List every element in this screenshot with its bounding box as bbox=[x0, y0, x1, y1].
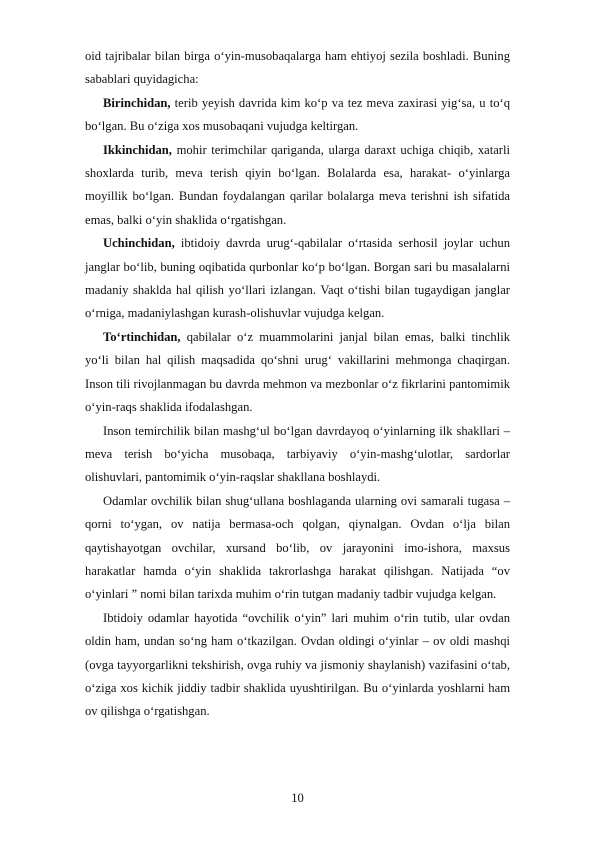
paragraph-hunting bbox=[85, 490, 510, 607]
paragraph-fourth-reason bbox=[85, 326, 510, 420]
paragraph-lead: To‘rtinchidan, bbox=[103, 329, 181, 344]
body-text bbox=[85, 45, 510, 724]
paragraph-text: oid tajribalar bilan birga o‘yin-musobaqalarga ham ehtiyoj sezila boshladi. Buning sabablari quyidagicha: bbox=[85, 49, 510, 87]
paragraph-continuation bbox=[85, 45, 510, 92]
paragraph-text: ibtidoiy davrda urug‘-qabilalar o‘rtasida serhosil joylar uchun janglar bo‘lib, buning oqibatida qurbonlar ko‘p bo‘lgan. Borgan sari bu masalalarni madaniy shaklda hal qilish yo‘llari izlangan. Vaqt o‘tishi bilan tugaydigan janglar o‘rniga, madaniylashgan kurash-olishuvlar vujudga kelgan. bbox=[85, 236, 510, 321]
paragraph-lead: Uchinchidan, bbox=[103, 236, 175, 251]
paragraph-text: mohir terimchilar qariganda, ularga daraxt uchiga chiqib, xatarli shoxlarda turib, meva terish qiyin bo‘lgan. Bolalarda esa, harakat- o‘yinlarga moyillik bo‘lgan. Bundan foydalangan qarilar bolalarga meva terishni ish sifatida emas, balki o‘yin shaklida o‘rgatishgan. bbox=[85, 142, 510, 227]
paragraph-first-reason bbox=[85, 92, 510, 139]
paragraph-text: Odamlar ovchilik bilan shug‘ullana boshlaganda ularning ovi samarali tugasa – qorni to‘ygan, ov natija bermasa-och qolgan, qiynalgan. Ovdan o‘lja bilan qaytishayotgan ovchilar, xursand bo‘lib, ov jarayonini imo-ishora, maxsus harakatlar hamda o‘yin shaklida takrorlashga harakat qilishgan. Natijada “ov o‘yinlari ” nomi bilan tarixda muhim o‘rin tutgan madaniy tadbir vujudga kelgan. bbox=[85, 493, 510, 602]
paragraph-text: terib yeyish davrida kim ko‘p va tez meva zaxirasi yig‘sa, u to‘q bo‘lgan. Bu o‘ziga xos musobaqani vujudga keltirgan. bbox=[85, 95, 510, 134]
paragraph-text: Inson temirchilik bilan mashg‘ul bo‘lgan davrdayoq o‘yinlarning ilk shakllari – meva terish bo‘yicha musobaqa, tarbiyaviy o‘yin-mashg‘ulotlar, sardorlar olishuvlari, pantomimik o‘yin-raqslar shakllana boshlaydi. bbox=[85, 423, 510, 485]
paragraph-third-reason bbox=[85, 232, 510, 326]
paragraph-hunting-games bbox=[85, 607, 510, 724]
paragraph-lead: Ikkinchidan, bbox=[103, 142, 172, 157]
page-number: 10 bbox=[291, 791, 304, 805]
paragraph-second-reason bbox=[85, 139, 510, 233]
paragraph-text: qabilalar o‘z muammolarini janjal bilan emas, balki tinchlik yo‘li bilan hal qilish maqsadida qo‘shni urug‘ vakillarini mehmonga chaqirgan. Inson tili rivojlanmagan bu davrda mehmon va mezbonlar o‘z fikrlarini pantomimik o‘yin-raqs shaklida ifodalashgan. bbox=[85, 329, 510, 415]
paragraph-early-games bbox=[85, 420, 510, 490]
paragraph-text: Ibtidoiy odamlar hayotida “ovchilik o‘yin” lari muhim o‘rin tutib, ular ovdan oldin ham, undan so‘ng ham o‘tkazilgan. Ovdan oldingi o‘yinlar – ov oldi mashqi (ovga tayyorgarlikni tekshirish, ovga ruhiy va jismoniy shaylanish) vazifasini o‘tab, o‘ziga xos kichik jiddiy tadbir shaklida uyushtirilgan. Bu o‘yinlarda yoshlarni ham ov qilishga o‘rgatishgan. bbox=[85, 610, 510, 719]
paragraph-lead: Birinchidan, bbox=[103, 95, 171, 110]
